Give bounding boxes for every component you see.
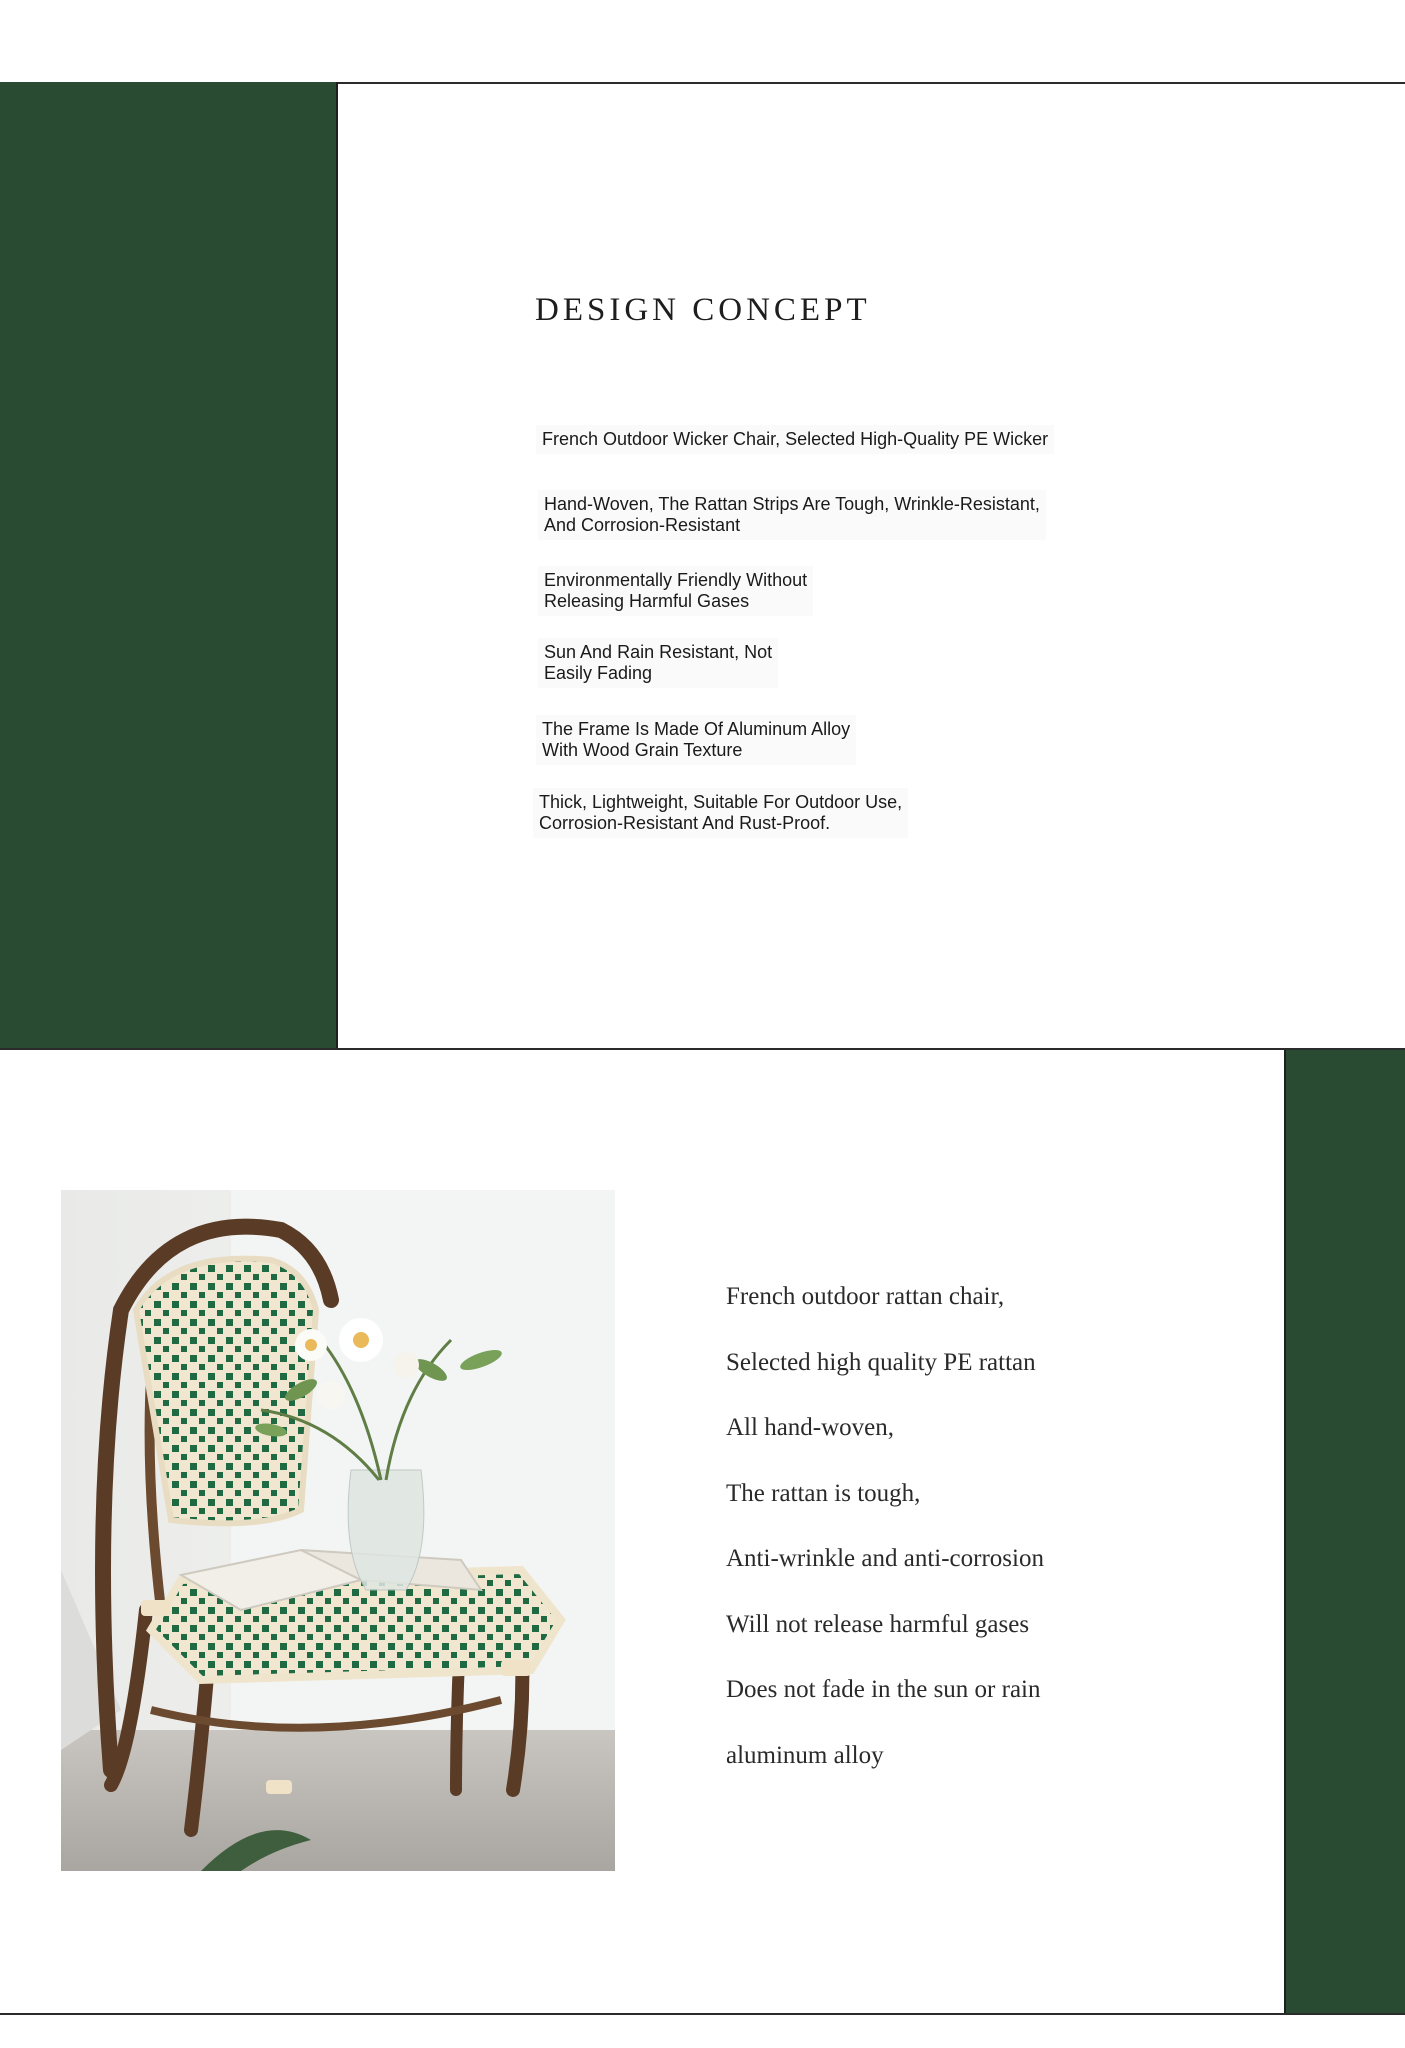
feature-item-4: Sun And Rain Resistant, Not Easily Fading (538, 638, 778, 688)
middle-divider-line (0, 1048, 1405, 1050)
left-panel-border (336, 82, 338, 1048)
caption-list (726, 1280, 1044, 1804)
caption-line: Selected high quality PE rattan (726, 1348, 1036, 1376)
left-green-panel (0, 82, 337, 1048)
feature-item-2: Hand-Woven, The Rattan Strips Are Tough, Wrinkle-Resistant, And Corrosion-Resistant (538, 490, 1046, 540)
caption-line: Will not release harmful gases (726, 1610, 1030, 1638)
right-green-panel (1286, 1050, 1405, 2014)
feature-item-5: The Frame Is Made Of Aluminum Alloy With Wood Grain Texture (536, 715, 856, 765)
caption-line: French outdoor rattan chair, (726, 1283, 1005, 1310)
feature-item-1: French Outdoor Wicker Chair, Selected High-Quality PE Wicker (536, 425, 1054, 454)
feature-item-3: Environmentally Friendly Without Releasing Harmful Gases (538, 566, 813, 616)
caption-line: The rattan is tough, (726, 1479, 921, 1507)
feature-item-6: Thick, Lightweight, Suitable For Outdoor Use, Corrosion-Resistant And Rust-Proof. (533, 788, 908, 838)
caption-line: aluminum alloy (726, 1741, 884, 1769)
product-photo (61, 1190, 615, 1871)
caption-line: Anti-wrinkle and anti-corrosion (726, 1545, 1044, 1572)
page-title: DESIGN CONCEPT (535, 292, 871, 328)
caption-line: All hand-woven, (726, 1414, 895, 1441)
bottom-divider-line (0, 2013, 1405, 2015)
caption-line: Does not fade in the sun or rain (726, 1676, 1041, 1703)
